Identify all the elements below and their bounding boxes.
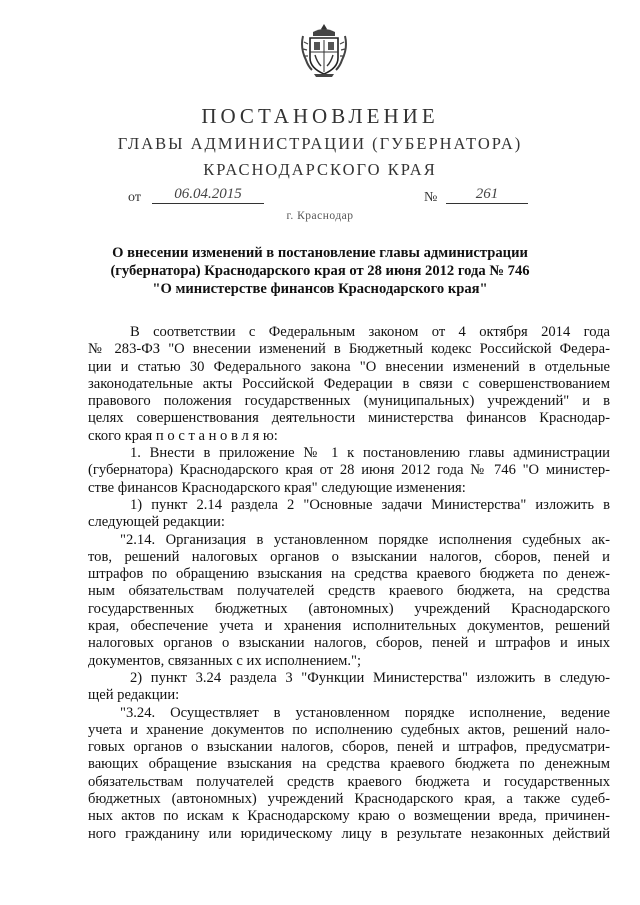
body-line: 2) пункт 3.24 раздела 3 "Функции Министерства" изложить в следую- xyxy=(130,669,610,686)
body-line: бюджетных (автономных) учреждений Краснодарского края, а также судеб- xyxy=(88,791,610,808)
body-line: налоговых органов о взыскании налогов, сборов, пеней и штрафов и иных xyxy=(88,635,610,652)
region-heading: КРАСНОДАРСКОГО КРАЯ xyxy=(203,160,437,179)
body-line: ных актов по искам к Краснодарскому краю о возмещении вреда, причинен- xyxy=(88,808,610,825)
body-line: "3.24. Осуществляет в установленном порядке исполнение, ведение xyxy=(120,704,610,721)
number-label: № xyxy=(424,190,438,205)
body-line: целях совершенствования деятельности министерства финансов Краснодар- xyxy=(88,410,610,427)
date-value: 06.04.2015 xyxy=(152,186,264,204)
body-line: законодательные акты Российской Федерации в связи с совершенствованием xyxy=(88,375,610,392)
body-line: 1) пункт 2.14 раздела 2 "Основные задачи Министерства" изложить в xyxy=(130,496,610,513)
issuer-heading: ГЛАВЫ АДМИНИСТРАЦИИ (ГУБЕРНАТОРА) xyxy=(117,134,523,153)
body-line: тов, решений налоговых органов о взыскании налогов, сборов, пеней и xyxy=(88,548,610,565)
body-line: говых органов о взыскании налогов, сборов, пеней и штрафов, предусматри- xyxy=(88,739,610,756)
body-line: правового положения государственных (муниципальных) учреждений" и в xyxy=(88,393,610,410)
coat-of-arms-icon xyxy=(300,22,348,78)
body-line: щей редакции: xyxy=(88,687,180,704)
number-value: 261 xyxy=(446,186,528,204)
body-line: обязательствам получателей средств краевого бюджета и государственных xyxy=(88,773,610,790)
body-line: № 283-ФЗ "О внесении изменений в Бюджетный кодекс Российской Федера- xyxy=(88,341,610,358)
body-line: "2.14. Организация в установленном порядке исполнения судебных ак- xyxy=(120,531,610,548)
body-line: ного гражданину или юридическому лицу в результате незаконных действий xyxy=(88,825,610,842)
body-line: края, обеспечение учета и хранения исполнительных документов, решений xyxy=(88,618,610,635)
body-line: вающих обращение взыскания на средства краевого бюджета по денежным xyxy=(88,756,610,773)
body-line: следующей редакции: xyxy=(88,514,225,531)
body-line: документов, связанных с их исполнением."; xyxy=(88,652,362,669)
body-line: 1. Внести в приложение № 1 к постановлению главы администрации xyxy=(130,445,610,462)
document-title-line: О внесении изменений в постановление главы администрации xyxy=(112,245,528,261)
body-line: (губернатора) Краснодарского края от 28 июня 2012 года № 746 "О министер- xyxy=(88,462,610,479)
body-line: государственных бюджетных (автономных) учреждений Краснодарского xyxy=(88,600,610,617)
document-type-heading: ПОСТАНОВЛЕНИЕ xyxy=(201,104,439,128)
body-line: учета и хранение документов по исполнению судебных актов, решений нало- xyxy=(88,721,610,738)
document-title-line: (губернатора) Краснодарского края от 28 июня 2012 года № 746 xyxy=(110,263,530,279)
body-line: В соответствии с Федеральным законом от 4 октября 2014 года xyxy=(130,324,610,340)
body-line: стве финансов Краснодарского края" следующие изменения: xyxy=(88,479,466,496)
body-line: ции и статью 30 Федерального закона "О внесении изменений в отдельные xyxy=(88,358,610,375)
document-body xyxy=(88,324,610,843)
date-label: от xyxy=(128,190,141,205)
body-line: ского края п о с т а н о в л я ю: xyxy=(88,427,278,444)
body-line: штрафов по обращению взыскания на средства краевого бюджета по денеж- xyxy=(88,566,610,583)
document-title-line: "О министерстве финансов Краснодарского края" xyxy=(152,281,488,297)
city-label: г. Краснодар xyxy=(286,210,354,222)
body-line: ным обязательствам получателей средств краевого бюджета, на средства xyxy=(88,583,610,600)
